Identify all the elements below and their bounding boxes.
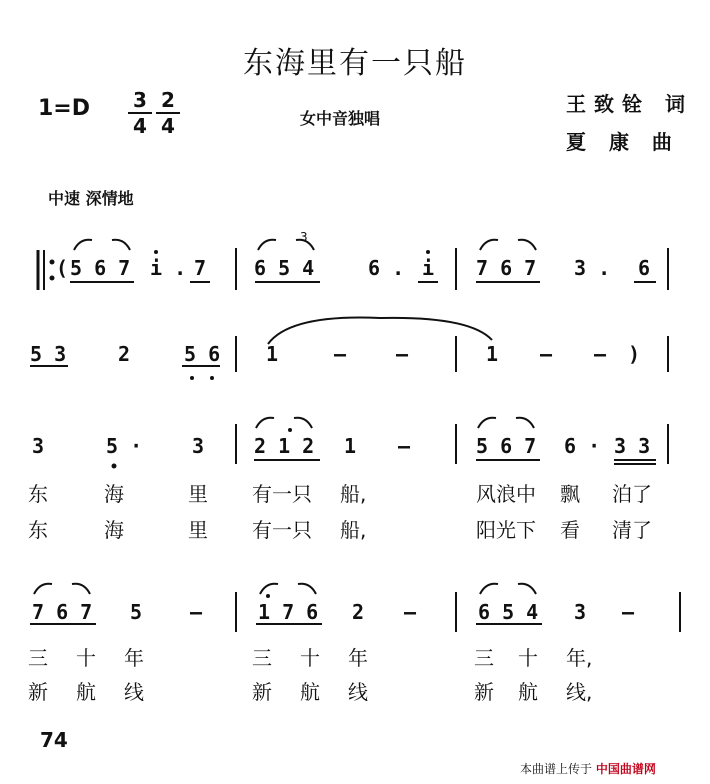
dash: —	[190, 600, 203, 624]
tempo-marking: 中速 深情地	[48, 189, 134, 208]
note-group: 2 1 2	[254, 434, 315, 458]
dash: —	[404, 600, 417, 624]
note: 7	[194, 256, 207, 280]
performance-type: 女中音独唱	[300, 109, 381, 128]
note: 2	[118, 342, 131, 366]
note-group: 7 6 7	[32, 600, 93, 624]
note-group: 6 5 4	[478, 600, 539, 624]
note: i .	[150, 256, 187, 280]
lyric: 有一只	[252, 482, 312, 506]
note-paren-close: )	[628, 342, 641, 366]
lyric: 航	[518, 680, 538, 704]
lyric: 清了	[612, 518, 652, 542]
lyric: 线,	[566, 680, 593, 704]
note: 5	[130, 600, 143, 624]
lyricist-credit: 王致铨 词	[566, 92, 693, 116]
key-signature: 1=D	[38, 96, 91, 121]
note: 3	[32, 434, 45, 458]
meter-denominator: 4	[133, 114, 147, 138]
lyric: 新	[474, 680, 494, 704]
lyric: 年,	[566, 646, 593, 670]
lyric: 船,	[340, 518, 367, 542]
dash: —	[594, 342, 607, 366]
lyric: 新	[252, 680, 272, 704]
lyric: 阳光下	[476, 518, 536, 542]
lyric: 海	[104, 482, 124, 506]
lyric: 十	[300, 646, 320, 670]
lyric: 年	[348, 646, 368, 670]
note: 3	[192, 434, 205, 458]
lyric: 海	[104, 518, 124, 542]
footer-prefix: 本曲谱上传于	[520, 762, 593, 776]
note: 3 .	[574, 256, 611, 280]
triplet-mark: 3	[300, 230, 308, 244]
note-group: 5 6 7	[70, 256, 131, 280]
lyric: 东	[28, 482, 48, 506]
note: 6 ·	[564, 434, 601, 458]
note: 6 .	[368, 256, 405, 280]
note-group: 6 5 4	[254, 256, 315, 280]
lyric: 三	[252, 646, 272, 670]
meter-numerator: 3	[128, 88, 152, 114]
lyric: 新	[28, 680, 48, 704]
lyric: 线	[348, 680, 368, 704]
meter-numerator: 2	[156, 88, 180, 114]
note: 5 ·	[106, 434, 143, 458]
lyric: 泊了	[612, 482, 652, 506]
note: 3	[574, 600, 587, 624]
note-paren-open: (	[56, 256, 69, 280]
note: 1	[486, 342, 499, 366]
lyric: 航	[300, 680, 320, 704]
lyric: 看	[560, 518, 580, 542]
lyric: 里	[188, 482, 208, 506]
note-group: 5 6	[184, 342, 221, 366]
lyric: 三	[474, 646, 494, 670]
lyric: 船,	[340, 482, 367, 506]
dash: —	[396, 342, 409, 366]
composer-credit: 夏 康 曲	[566, 130, 680, 154]
note: 2	[352, 600, 365, 624]
lyric: 东	[28, 518, 48, 542]
dash: —	[622, 600, 635, 624]
note: 6	[638, 256, 651, 280]
note: 1	[266, 342, 279, 366]
dash: —	[398, 434, 411, 458]
lyric: 年	[124, 646, 144, 670]
note-group: 5 3	[30, 342, 67, 366]
lyric: 三	[28, 646, 48, 670]
dash: —	[334, 342, 347, 366]
lyric: 有一只	[252, 518, 312, 542]
lyric: 飘	[560, 482, 580, 506]
song-title: 东海里有一只船	[243, 46, 467, 81]
note: i	[422, 256, 435, 280]
note-group: 3 3	[614, 434, 651, 458]
lyric: 里	[188, 518, 208, 542]
lyric: 十	[76, 646, 96, 670]
dash: —	[540, 342, 553, 366]
lyric: 风浪中	[476, 482, 536, 506]
note-group: 1 7 6	[258, 600, 319, 624]
lyric: 航	[76, 680, 96, 704]
meter-denominator: 4	[161, 114, 175, 138]
site-logo[interactable]: 中国曲谱网	[595, 762, 656, 776]
page-number: 74	[40, 728, 68, 752]
footer-watermark[interactable]	[520, 760, 656, 777]
note-group: 7 6 7	[476, 256, 537, 280]
note: 1	[344, 434, 357, 458]
note-group: 5 6 7	[476, 434, 537, 458]
lyric: 十	[518, 646, 538, 670]
lyric: 线	[124, 680, 144, 704]
